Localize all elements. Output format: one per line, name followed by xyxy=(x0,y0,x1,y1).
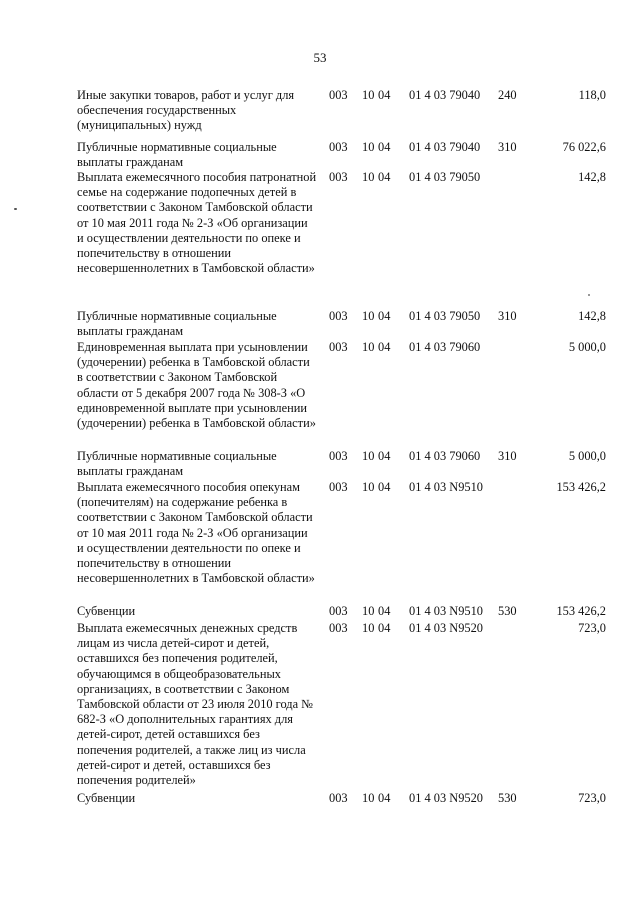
row-subsection: 04 xyxy=(378,140,391,154)
row-name: Выплата ежемесячного пособия патронатной семье на содержание подопечных детей в соответствии с Законом Тамбовской области от 10 мая 2011 года № 2-З «Об организации и осуществлении деятельности по опеке и попечительству в отношении несовершеннолетних в Тамбовской области» xyxy=(77,170,317,276)
row-subsection: 04 xyxy=(378,309,391,323)
row-sum: 153 426,2 xyxy=(556,604,606,618)
row-admin-code: 003 xyxy=(329,170,348,184)
row-sum: 5 000,0 xyxy=(568,449,606,463)
row-subsection: 04 xyxy=(378,340,391,354)
row-section: 10 xyxy=(362,480,375,494)
row-admin-code: 003 xyxy=(329,340,348,354)
row-expense-type: 310 xyxy=(498,449,517,463)
row-sum: 5 000,0 xyxy=(568,340,606,354)
row-admin-code: 003 xyxy=(329,88,348,102)
row-target-code: 01 4 03 79050 xyxy=(409,170,481,184)
row-subsection: 04 xyxy=(378,170,391,184)
row-sum: 723,0 xyxy=(578,621,606,635)
row-target-code: 01 4 03 N9510 xyxy=(409,480,483,494)
row-name: Субвенции xyxy=(77,604,136,618)
row-target-code: 01 4 03 79060 xyxy=(409,449,481,463)
row-subsection: 04 xyxy=(378,604,391,618)
row-section: 10 xyxy=(362,449,375,463)
row-expense-type: 310 xyxy=(498,309,517,323)
row-admin-code: 003 xyxy=(329,309,348,323)
row-subsection: 04 xyxy=(378,480,391,494)
row-section: 10 xyxy=(362,604,375,618)
margin-speck xyxy=(14,208,17,210)
row-section: 10 xyxy=(362,309,375,323)
row-target-code: 01 4 03 N9520 xyxy=(409,621,483,635)
row-target-code: 01 4 03 79050 xyxy=(409,309,481,323)
row-expense-type: 310 xyxy=(498,140,517,154)
row-name: Выплата ежемесячных денежных средств лицам из числа детей-сирот и детей, оставшихся без попечения родителей, обучающимся в общеобразовательных организациях, в соответствии с Законом Тамбовской области от 23 июля 2010 года № 682-З «О дополнительных гарантиях для детей-сирот, детей оставшихся без попечения родителей, а также лиц из числа детей-сирот и детей, оставшихся без попечения родителей» xyxy=(77,621,314,788)
row-sum: 118,0 xyxy=(578,88,606,102)
row-sum: 153 426,2 xyxy=(556,480,606,494)
row-expense-type: 530 xyxy=(498,791,517,805)
row-section: 10 xyxy=(362,140,375,154)
row-admin-code: 003 xyxy=(329,449,348,463)
row-admin-code: 003 xyxy=(329,480,348,494)
row-section: 10 xyxy=(362,170,375,184)
row-name: Публичные нормативные социальные выплаты гражданам xyxy=(77,449,277,479)
row-admin-code: 003 xyxy=(329,621,348,635)
row-target-code: 01 4 03 79040 xyxy=(409,88,481,102)
row-section: 10 xyxy=(362,340,375,354)
row-subsection: 04 xyxy=(378,621,391,635)
row-name: Публичные нормативные социальные выплаты гражданам xyxy=(77,140,277,170)
row-sum: 76 022,6 xyxy=(562,140,606,154)
row-name: Субвенции xyxy=(77,791,136,805)
row-expense-type: 530 xyxy=(498,604,517,618)
page-number: 53 xyxy=(313,50,327,65)
row-target-code: 01 4 03 N9520 xyxy=(409,791,483,805)
row-target-code: 01 4 03 79040 xyxy=(409,140,481,154)
row-section: 10 xyxy=(362,88,375,102)
row-subsection: 04 xyxy=(378,88,391,102)
row-admin-code: 003 xyxy=(329,604,348,618)
row-name: Иные закупки товаров, работ и услуг для обеспечения государственных (муниципальных) нужд xyxy=(77,88,295,133)
row-name: Выплата ежемесячного пособия опекунам (попечителям) на содержание ребенка в соответствии с Законом Тамбовской области от 10 мая 2011 года № 2-З «Об организации и осуществлении деятельности по опеке и попечительству в отношении несовершеннолетних в Тамбовской области» xyxy=(77,480,315,586)
row-admin-code: 003 xyxy=(329,140,348,154)
row-target-code: 01 4 03 79060 xyxy=(409,340,481,354)
row-subsection: 04 xyxy=(378,791,391,805)
edge-speck xyxy=(588,294,590,296)
row-name: Публичные нормативные социальные выплаты гражданам xyxy=(77,309,277,339)
row-sum: 142,8 xyxy=(578,309,606,323)
row-sum: 142,8 xyxy=(578,170,606,184)
row-sum: 723,0 xyxy=(578,791,606,805)
row-section: 10 xyxy=(362,791,375,805)
row-admin-code: 003 xyxy=(329,791,348,805)
row-subsection: 04 xyxy=(378,449,391,463)
row-target-code: 01 4 03 N9510 xyxy=(409,604,483,618)
row-name: Единовременная выплата при усыновлении (удочерении) ребенка в Тамбовской области в соответствии с Законом Тамбовской области от 5 декабря 2007 года № 308-З «О единовременной выплате при усыновлении (удочерении) ребенка в Тамбовской области» xyxy=(77,340,316,431)
row-section: 10 xyxy=(362,621,375,635)
row-expense-type: 240 xyxy=(498,88,517,102)
